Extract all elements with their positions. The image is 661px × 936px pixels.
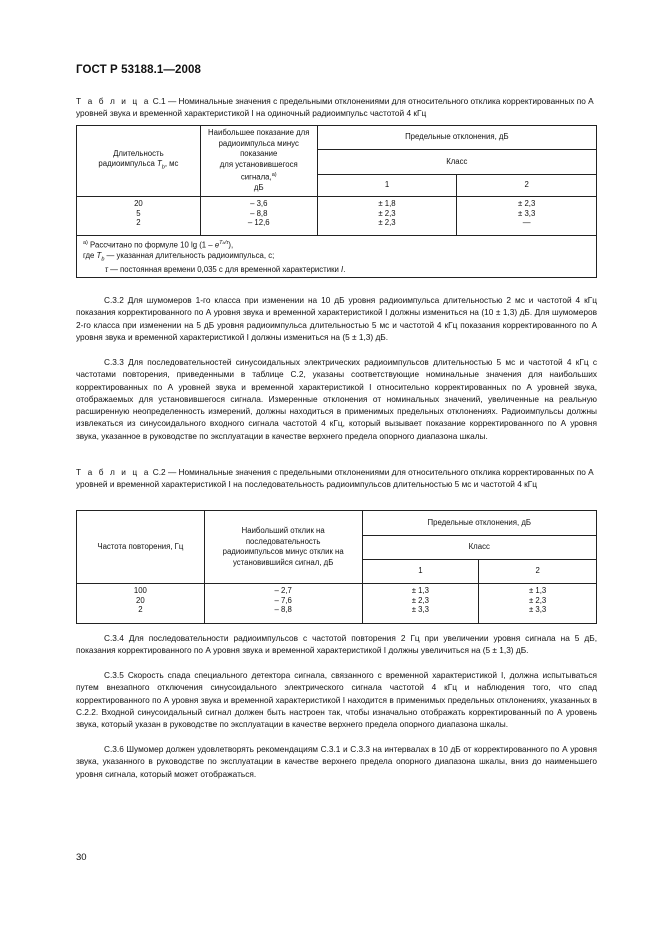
- table1-class-1: 1: [317, 175, 457, 197]
- table2-caption-label: Т а б л и ц а: [76, 467, 151, 477]
- table2-tolerance-class1: ± 1,3 ± 2,3 ± 3,3: [362, 584, 479, 624]
- table2-class-1: 1: [362, 560, 479, 584]
- table2-responses: – 2,7 – 7,6 – 8,8: [204, 584, 362, 624]
- table1-tolerance-class2: ± 2,3 ± 3,3 —: [457, 197, 597, 236]
- table1-footnote-tau: τ — постоянная времени 0,035 с для временной характеристики I.: [105, 264, 346, 274]
- table1-caption-text: С.1 — Номинальные значения с предельными отклонениями для относительного отклика корректированных по А уровней звука и временной характеристикой I на одиночный радиоимпульс частотой 4 кГц: [76, 96, 594, 119]
- table1-durations: 20 5 2: [77, 197, 201, 236]
- table-c2: [76, 510, 597, 624]
- table2-col2-header: Наибольший отклик на последовательность радиоимпульсов минус отклик на установившийся сигнал, дБ: [204, 511, 362, 584]
- table2-tolerance-class2: ± 1,3 ± 2,3 ± 3,3: [479, 584, 597, 624]
- table2-frequencies: 100 20 2: [77, 584, 205, 624]
- table1-readings: – 3,6 – 8,8 – 12,6: [200, 197, 317, 236]
- table1-tolerance-class1: ± 1,8 ± 2,3 ± 2,3: [317, 197, 457, 236]
- table1-col1-header: Длительность радиоимпульса $T_b$, мс: [77, 126, 201, 197]
- paragraph-c34: С.3.4 Для последовательности радиоимпульсов с частотой повторения 2 Гц при увеличении уровня сигнала на 5 дБ, показания корректированного по А уровня звука и временной характеристикой I должны увеличиться на (5 ± 1,3) дБ.: [76, 633, 597, 656]
- table1-class-2: 2: [457, 175, 597, 197]
- table2-caption-text: С.2 — Номинальные значения с предельными отклонениями для относительного отклика корректированных по А уровней и временной характеристикой I на последовательность радиоимпульсов длительностью 5 мс и частотой 4 кГц: [76, 467, 594, 490]
- paragraph-c36: С.3.6 Шумомер должен удовлетворять рекомендациям С.3.1 и С.3.3 на интервалах в 10 дБ от корректированного по А уровня звука, указанного в руководстве по эксплуатации в качестве верхнего предела опорного диапазона шкалы, вниз до наименьшего уровня сигнала, который может отображаться.: [76, 744, 597, 779]
- table1-footnote-formula: $^{а)}$ Рассчитано по формуле 10 $\lg (1 - e^{Tb/\tau})$,: [83, 240, 234, 250]
- table1-footnote-tb: где $T_b$ — указанная длительность радиоимпульса, с;: [83, 251, 275, 263]
- paragraph-c33: С.3.3 Для последовательностей синусоидальных электрических радиоимпульсов длительностью 5 мс и частотой 4 кГц с частотами повторения, приведенными в таблице С.2, указаны соответствующие номинальные значения для наибольших корректированных по А уровней звука и временной характеристикой I относительно корректированных по А уровней звука, отображаемых для установившегося сигнала. Измеренные отклонения от номинальных значений, увеличенные на реальную расширенную неопределенность измерений, должны находиться в применимых предельных отклонениях. Радиоимпульсы должны извлекаться из синусоидального входного сигнала частотой 4 кГц, который вызывает показание корректированного по А уровня звука, указанное в руководстве по эксплуатации в качестве верхнего предела опорного диапазона шкалы.: [76, 357, 597, 441]
- table2-caption: [76, 466, 597, 490]
- paragraph-c35: С.3.5 Скорость спада специального детектора сигнала, связанного с временной характеристикой I, должна испытываться путем внезапного отключения синусоидального электрического сигнала частотой 4 кГц и наблюдения того, что спад корректированного по А уровня звука и временной характеристикой I находится в применимых предельных отклонениях, указанных в С.2.2. Входной синусоидальный сигнал должен быть настроен так, чтобы изначально отображать корректированный по А уровень звука, который указан в руководстве по эксплуатации в качестве верхнего предела опорного диапазона шкалы.: [76, 670, 597, 730]
- table2-class-header: Класс: [362, 536, 596, 560]
- table-c1: [76, 125, 597, 278]
- table1-col3-header: Предельные отклонения, дБ: [317, 126, 596, 150]
- paragraph-c32: С.3.2 Для шумомеров 1-го класса при изменении на 10 дБ уровня радиоимпульса длительностью 2 мс и частотой 4 кГц показания корректированного по А уровня звука и временной характеристикой I должны измениться на (10 ± 1,3) дБ. Для шумомеров 2-го класса при изменении на 5 дБ уровня радиоимпульса длительностью 5 мс и частотой 4 кГц показания корректированного по А уровня звука и временной характеристикой I должны измениться на (5 ± 1,3) дБ.: [76, 295, 597, 342]
- table1-footnote: [77, 236, 597, 278]
- table1-caption: [76, 95, 597, 119]
- page-number: 30: [76, 852, 87, 863]
- document-header: ГОСТ Р 53188.1—2008: [76, 64, 201, 76]
- table1-class-header: Класс: [317, 150, 596, 175]
- table2-col3-header: Предельные отклонения, дБ: [362, 511, 596, 536]
- table1-col2-header: Наибольшее показание для радиоимпульса минус показание для установившегося сигнала,$^{а)}$ дБ: [200, 126, 317, 197]
- table2-col1-header: Частота повторения, Гц: [77, 511, 205, 584]
- table2-class-2: 2: [479, 560, 597, 584]
- table1-caption-label: Т а б л и ц а: [76, 96, 151, 106]
